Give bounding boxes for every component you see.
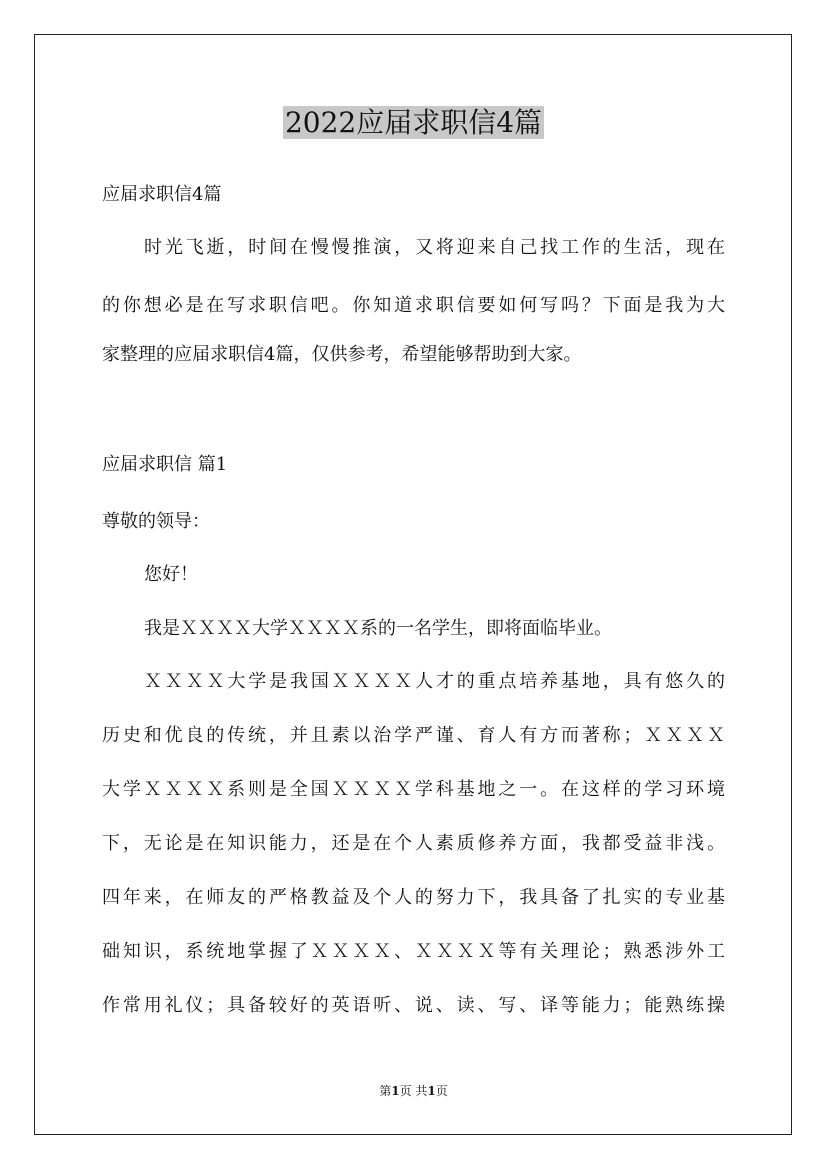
footer-page-total: 1 [427,1084,436,1098]
footer-suffix: 页 [435,1084,448,1098]
paragraph-line: 下，无论是在知识能力，还是在个人素质修养方面，我都受益非浅。 [102,833,725,854]
greeting: 您好！ [144,564,198,585]
section-heading: 应届求职信 篇1 [102,454,228,475]
footer-page-number: 1 [391,1084,400,1098]
paragraph-line: 历史和优良的传统，并且素以治学严谨、育人有方而著称；ＸＸＸＸ [102,725,725,746]
paragraph-line: 四年来，在师友的严格教益及个人的努力下，我具备了扎实的专业基 [102,887,725,908]
paragraph-line: 作常用礼仪；具备较好的英语听、说、读、写、译等能力；能熟练操 [102,995,725,1016]
salutation: 尊敬的领导： [102,511,210,532]
paragraph-line: 础知识，系统地掌握了ＸＸＸＸ、ＸＸＸＸ等有关理论；熟悉涉外工 [102,941,725,962]
footer-mid: 页 共 [399,1084,428,1098]
page-footer [0,1083,827,1099]
paragraph-line: 大学ＸＸＸＸ系则是全国ＸＸＸＸ学科基地之一。在这样的学习环境 [102,779,725,800]
intro-line: 的你想必是在写求职信吧。你知道求职信要如何写吗？下面是我为大 [102,295,725,316]
intro-line: 家整理的应届求职信4篇，仅供参考，希望能够帮助到大家。 [102,344,582,365]
document-subtitle: 应届求职信4篇 [102,184,222,205]
intro-line: 时光飞逝，时间在慢慢推演，又将迎来自己找工作的生活，现在 [144,237,725,258]
footer-prefix: 第 [379,1084,392,1098]
document-title: 2022应届求职信4篇 [284,106,543,139]
paragraph-line: 我是ＸＸＸＸ大学ＸＸＸＸ系的一名学生，即将面临毕业。 [144,618,612,639]
paragraph-line: ＸＸＸＸ大学是我国ＸＸＸＸ人才的重点培养基地，具有悠久的 [144,671,725,692]
